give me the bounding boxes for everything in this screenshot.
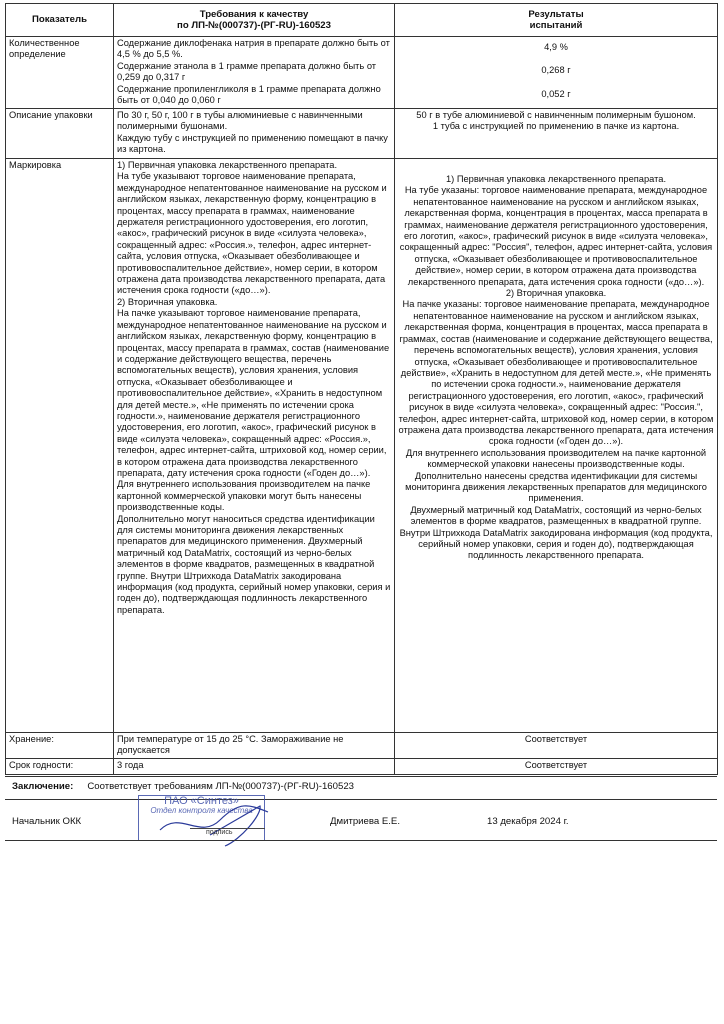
res-marking-internal: Для внутреннего использования производителем на пачке картонной коммерческой упаковки нанесены производственные коды. — [405, 447, 707, 470]
res-shelf-life: Соответствует — [395, 759, 718, 775]
req-marking-internal: Для внутреннего использования производителем на пачке картонной коммерческой упаковки могут быть нанесены производственные коды. — [117, 479, 371, 513]
res-marking-identification: Дополнительно нанесены средства идентификации для системы мониторинга движения лекарственных препаратов для медицинского применения. — [405, 470, 707, 504]
row-label-quantitative: Количественное определение — [6, 37, 114, 109]
req-quantitative — [114, 37, 395, 109]
signatory-name: Дмитриева Е.Е. — [330, 816, 400, 827]
row-label-packaging: Описание упаковки — [6, 109, 114, 159]
signature-date: 13 декабря 2024 г. — [487, 816, 569, 827]
req-marking-secondary: На пачке указывают торговое наименование препарата, международное непатентованное наименование на русском и английском языках, лекарственную форму, концентрацию в процентах, массу препарата в граммах, состав (наименование и содержание действующего вещества, перечень вспомогательных веществ), условия хранения, условия отпуска, «Оказывает обезболивающее и противовоспалительное действие», «Хранить в недоступном для детей месте.», «Не применять по истечении срока годности.», наименование держателя регистрационного удостоверения, его логотип, «акос», графический рисунок в виде «силуэта человека», сокращенный адрес: «Россия.», телефон, адрес интернет-сайта, штриховой код, номер серии, в котором отражена дата производства лекарственного препарата, дату истечения срока годности («Годен до…»). — [117, 308, 390, 478]
req-propylene-glycol: Содержание пропиленгликоля в 1 грамме препарата должно быть от 0,040 до 0,060 г — [117, 83, 381, 106]
row-packaging — [6, 109, 718, 159]
req-packaging: По 30 г, 50 г, 100 г в тубы алюминиевые с навинченными полимерными бушонами. Каждую тубу с инструкцией по применению помещают в пачку из картона. — [114, 109, 395, 159]
res-marking — [395, 159, 718, 733]
res-marking-datamatrix: Двухмерный матричный код DataMatrix, состоящий из черно-белых элементов в форме квадратов, размещенных в квадратной группе. Внутри Штрихкода DataMatrix закодирована информация (код продукта, серийный номер упаковки, серия и годен до), подтверждающая подлинность лекарственного препарата. — [399, 504, 713, 561]
res-quantitative — [395, 37, 718, 109]
row-marking — [6, 159, 718, 733]
req-marking-secondary-title: 2) Вторичная упаковка. — [117, 296, 218, 307]
res-storage: Соответствует — [395, 733, 718, 759]
req-marking-datamatrix: Дополнительно могут наноситься средства идентификации для системы мониторинга движения лекарственных препаратов для медицинского применения. Двухмерный матричный код DataMatrix, состоящий из черно-белых элементов в форме квадратов, размещенных в квадратной группе. Внутри Штрихкода DataMatrix закодирована информация (код продукта, серийный номер упаковки, серия и годен до), подтверждающая подлинность лекарственного препарата. — [117, 513, 391, 615]
header-indicator: Показатель — [6, 4, 114, 37]
row-shelf-life — [6, 759, 718, 775]
header-results: Результаты испытаний — [395, 4, 718, 37]
res-propylene-glycol: 0,052 г — [541, 88, 571, 99]
row-quantitative — [6, 37, 718, 109]
conclusion-text: Соответствует требованиям ЛП-№(000737)-(РГ-RU)-160523 — [87, 781, 354, 792]
row-storage — [6, 733, 718, 759]
row-label-storage: Хранение: — [6, 733, 114, 759]
req-marking-primary: На тубе указывают торговое наименование препарата, международное непатентованное наименование на русском и английском языках, лекарственную форму, концентрацию в процентах, массу препарата в граммах, наименование держателя регистрационного удостоверения, его логотип, «акос», графический рисунок в виде «силуэта человека», сокращенный адрес: «Россия.», телефон, адрес интернет-сайта, условия отпуска, «Оказывает обезболивающее и противовоспалительное действие», номер серии, в котором отражена дата производства лекарственного препарата, дата истечения срока годности («до…»). — [117, 171, 387, 296]
conclusion — [12, 781, 354, 792]
divider-bottom — [5, 840, 717, 841]
row-label-marking: Маркировка — [6, 159, 114, 733]
divider-middle — [5, 799, 717, 800]
req-shelf-life: 3 года — [114, 759, 395, 775]
res-marking-primary-title: 1) Первичная упаковка лекарственного препарата. — [445, 174, 667, 184]
stamp-title: ПАО «Синтез» — [164, 795, 239, 807]
divider-top — [5, 776, 717, 777]
stamp-subtitle: Отдел контроля качества — [150, 806, 253, 815]
req-storage: При температуре от 15 до 25 °С. Замораживание не допускается — [114, 733, 395, 759]
table-header-row — [6, 4, 718, 37]
signature-caption: подпись — [206, 829, 233, 836]
res-marking-secondary: На пачке указаны: торговое наименование препарата, международное непатентованное наименование на русском и английском языках, лекарственная форма, концентрация в процентах, масса препарата в граммах, состав (наименование и содержание действующего вещества, перечень вспомогательных веществ), условия хранения, условия отпуска, «Оказывает обезболивающее и противовоспалительное действие», «Хранить в недоступном для детей месте.», «Не применять по истечении срока годности.», наименование держателя регистрационного удостоверения, его логотип, «акос», графический рисунок в виде «силуэта человека», сокращенный адрес: "Россия.", телефон, адрес интернет-сайта, штриховой код, номер серии, в котором отражена дата производства лекарственного препарата, дата истечения срока годности («Годен до…»). — [398, 299, 714, 447]
header-requirements: Требования к качеству по ЛП-№(000737)-(РГ-RU)-160523 — [114, 4, 395, 37]
signatory-position: Начальник ОКК — [12, 816, 82, 827]
res-diclofenac: 4,9 % — [544, 42, 568, 52]
res-ethanol: 0,268 г — [541, 65, 571, 76]
req-marking-primary-title: 1) Первичная упаковка лекарственного препарата. — [117, 160, 338, 170]
req-marking — [114, 159, 395, 733]
conclusion-label: Заключение: — [12, 781, 74, 792]
req-ethanol: Содержание этанола в 1 грамме препарата должно быть от 0,259 до 0,317 г — [117, 60, 377, 83]
row-label-shelf-life: Срок годности: — [6, 759, 114, 775]
res-marking-secondary-title: 2) Вторичная упаковка. — [505, 288, 607, 299]
res-packaging: 50 г в тубе алюминиевой с навинченным полимерным бушоном. 1 туба с инструкцией по применению в пачке из картона. — [395, 109, 718, 159]
quality-table — [5, 3, 718, 775]
req-diclofenac: Содержание диклофенака натрия в препарате должно быть от 4,5 % до 5,5 %. — [117, 38, 390, 60]
res-marking-primary: На тубе указаны: торговое наименование препарата, международное непатентованное наименование на русском и английском языках, лекарственная форма, концентрация в процентах, масса препарата в граммах, наименование держателя регистрационного удостоверения, его логотип, «акос», графический рисунок в виде «силуэта человека», сокращенный адрес: "Россия", телефон, адрес интернет-сайта, условия отпуска, «Оказывает обезболивающее и противовоспалительное действие», номер серии, в котором отражена дата производства лекарственного препарата, дата истечения срока годности («до…»). — [399, 185, 713, 287]
